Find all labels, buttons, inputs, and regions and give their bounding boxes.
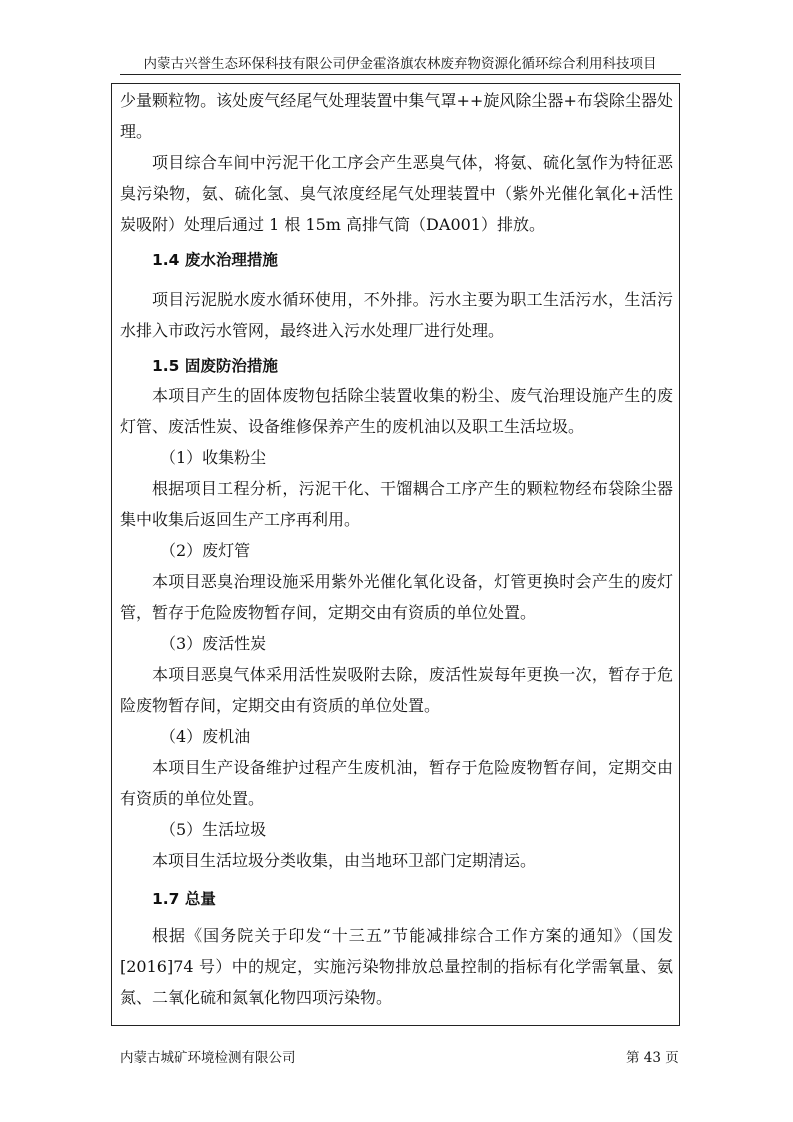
paragraph-carbon: 本项目恶臭气体采用活性炭吸附去除，废活性炭每年更换一次，暂存于危险废物暂存间，定期交由有资质的单位处置。 — [120, 665, 673, 715]
page-header: 内蒙古兴誉生态环保科技有限公司伊金霍洛旗农林废弃物资源化循环综合利用科技项目 — [143, 56, 657, 72]
subheading-garbage: （5）生活垃圾 — [160, 820, 267, 839]
paragraph-odor-treatment: 项目综合车间中污泥干化工序会产生恶臭气体，将氨、硫化氢作为特征恶臭污染物，氨、硫化氢、臭气浓度经尾气处理装置中（紫外光催化氧化+活性炭吸附）处理后通过 1 根 15m 高排气筒（DA001）排放。 — [120, 153, 673, 234]
heading-wastewater: 1.4 废水治理措施 — [152, 251, 278, 269]
paragraph-garbage: 本项目生活垃圾分类收集，由当地环卫部门定期清运。 — [152, 851, 537, 870]
subheading-oil: （4）废机油 — [160, 727, 251, 746]
subheading-lamp: （2）废灯管 — [160, 541, 251, 560]
header-rule — [120, 74, 681, 75]
subheading-dust: （1）收集粉尘 — [160, 448, 267, 467]
heading-total-amount: 1.7 总量 — [152, 890, 216, 908]
paragraph-dust: 根据项目工程分析，污泥干化、干馏耦合工序产生的颗粒物经布袋除尘器集中收集后返回生产工序再利用。 — [120, 479, 673, 529]
paragraph-total-amount: 根据《国务院关于印发“十三五”节能减排综合工作方案的通知》（国发[2016]74 号）中的规定，实施污染物排放总量控制的指标有化学需氧量、氨氮、二氧化硫和氮氧化物四项污染物。 — [120, 926, 673, 1007]
paragraph-solid-waste-intro: 本项目产生的固体废物包括除尘装置收集的粉尘、废气治理设施产生的废灯管、废活性炭、设备维修保养产生的废机油以及职工生活垃圾。 — [120, 386, 673, 436]
paragraph-oil: 本项目生产设备维护过程产生废机油，暂存于危险废物暂存间，定期交由有资质的单位处置。 — [120, 758, 673, 808]
paragraph-exhaust-treatment: 少量颗粒物。该处废气经尾气处理装置中集气罩++旋风除尘器+布袋除尘器处理。 — [120, 91, 673, 141]
heading-solid-waste: 1.5 固废防治措施 — [152, 357, 278, 375]
paragraph-lamp: 本项目恶臭治理设施采用紫外光催化氧化设备，灯管更换时会产生的废灯管，暂存于危险废物暂存间，定期交由有资质的单位处置。 — [120, 572, 673, 622]
paragraph-wastewater: 项目污泥脱水废水循环使用，不外排。污水主要为职工生活污水，生活污水排入市政污水管网，最终进入污水处理厂进行处理。 — [120, 290, 673, 340]
footer-company: 内蒙古城矿环境检测有限公司 — [120, 1050, 296, 1066]
subheading-carbon: （3）废活性炭 — [160, 634, 267, 653]
footer-page-number: 第 43 页 — [626, 1050, 679, 1066]
